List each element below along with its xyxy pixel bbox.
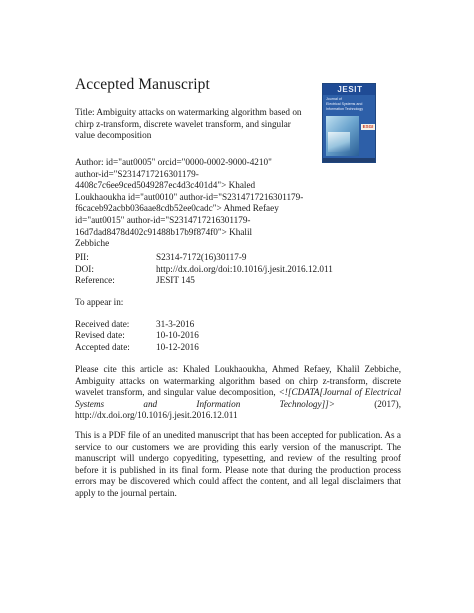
pii-label: PII:	[75, 252, 89, 262]
reference-label: Reference:	[75, 275, 115, 285]
author-line: author-id="S2314717216301179-	[75, 168, 199, 179]
cover-logo-text: ESGI	[362, 124, 374, 129]
revised-date-value: 10-10-2016	[156, 330, 199, 340]
author-line: 16d7dad8478d402c91488b17b9f874f0"> Khalil	[75, 226, 253, 237]
received-date-value: 31-3-2016	[156, 319, 195, 329]
page-heading: Accepted Manuscript	[75, 76, 210, 93]
disclaimer-paragraph: This is a PDF file of an unedited manuscript that has been accepted for publication. As a service to our customers we are providing this early version of the manuscript. The manuscript will undergo copyediting, typesetting, and review of the resulting proof before it is published in its final form. Please note that during the production process errors may be discovered which could affect the content, and all legal disclaimers that apply to the journal pertain.	[75, 430, 401, 498]
doi-label: DOI:	[75, 264, 94, 274]
revised-date-label: Revised date:	[75, 330, 125, 340]
cover-subtitle-line: Information Technology	[326, 106, 364, 111]
to-appear-label: To appear in:	[75, 297, 124, 307]
citation-text: Please cite this article as: Khaled Loukhaoukha, Ahmed Refaey, Khalil Zebbiche, Ambiguity attacks on watermarking algorithm based on chirp z-transform, discrete wavelet transform, and singular value decomposition,	[75, 364, 401, 398]
accepted-date-label: Accepted date:	[75, 342, 130, 352]
journal-cover-image	[322, 83, 376, 163]
reference-value: JESIT 145	[156, 275, 195, 285]
article-authors	[75, 157, 303, 250]
author-line: Loukhaoukha id="aut0010" author-id="S2314717216301179-	[75, 191, 304, 202]
citation-journal: <![CDATA[Journal of Electrical Systems and Information Technology]]>	[75, 387, 401, 409]
author-line: Author: id="aut0005" orcid="0000-0002-9000-4210"	[75, 157, 272, 167]
citation-doi: (2017), http://dx.doi.org/10.1016/j.jesit.2016.12.011	[75, 398, 401, 421]
title-line: value decomposition	[75, 130, 152, 141]
author-line: f6caceb92acbb036aae8cdb52ee0cadc"> Ahmed Refaey	[75, 203, 279, 214]
cover-title: JESIT	[337, 85, 363, 94]
author-line: id="aut0015" author-id="S2314717216301179-	[75, 214, 251, 225]
cover-logo	[361, 124, 375, 130]
title-line: Title: Ambiguity attacks on watermarking algorithm based on	[75, 107, 302, 117]
article-title	[75, 107, 302, 142]
cover-subtitle	[326, 97, 374, 111]
received-date-label: Received date:	[75, 319, 130, 329]
doi-link[interactable]: http://dx.doi.org/doi:10.1016/j.jesit.2016.12.011	[156, 264, 333, 274]
title-line: chirp z-transform, discrete wavelet transform, and singular	[75, 118, 291, 129]
cover-photo-inset	[328, 132, 350, 152]
accepted-date-value: 10-12-2016	[156, 342, 199, 352]
author-line: 4408c7c6ee9ced5049287ec4d3c401d4"> Khaled	[75, 180, 256, 191]
citation-paragraph	[75, 364, 401, 422]
cover-subtitle-line: Electrical Systems and	[326, 101, 363, 106]
author-line: Zebbiche	[75, 238, 110, 249]
cover-bottom-strip	[323, 158, 376, 163]
cover-subtitle-line: Journal of	[326, 97, 342, 101]
pii-value: S2314-7172(16)30117-9	[156, 252, 247, 262]
